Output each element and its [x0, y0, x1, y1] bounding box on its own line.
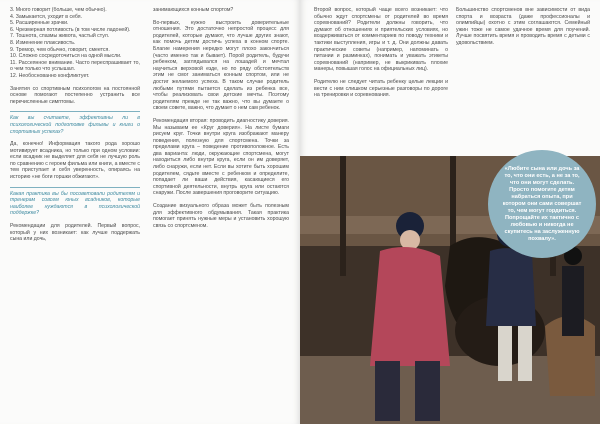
symptom-list-item: 9. Тремор, чем обычно, говорит, смеется.: [10, 46, 110, 53]
divider: [10, 111, 140, 112]
symptom-list-item: 3. Много говорит (больше, чем обычно).: [10, 7, 107, 13]
paragraph: Второй вопрос, который чаще всего возникает: что обычно ждут спортсмены от родителей во время соревнований? Родители должны говорить, что думают об отношениях и приятельских условиях, но воздерживаться от комментариев по поводу техники и тактики выступления, игры и т. д. Они должны давать практические советы (например, напоминать о питании и разминках), понимать и уважать этикеты соревнований (например, не выкрикивать плохие манеры, повышая голос на официальных лиц).: [314, 7, 448, 73]
symptom-list-item: 11. Рассеянное внимание. Часто переспрашивает то, о чем только что услышал.: [10, 59, 140, 73]
symptom-list-item: 6. Чрезмерная потливость (в том числе ладоней).: [10, 26, 131, 33]
pull-quote-badge: [488, 150, 596, 258]
left-column-2: [153, 7, 289, 419]
paragraph: Создание визуального образа может быть полезным для эффективного обдумывания. Такая практика помогает принять нужные меры и установить хорошую связь со спортсменом.: [153, 203, 289, 229]
right-column-2: [456, 7, 590, 87]
interview-question: Какая практика вы бы посоветовали родителям и тренерам совсем юных всадников, которые наиболее нуждаются в психологической поддержке?: [10, 190, 140, 217]
paragraph: Занятия со спортивным психологом на постоянной основе помогают постепенно устранить все перечисленные симптомы.: [10, 85, 140, 105]
paragraph: Рекомендация вторая: проводить диагностику доверия. Мы называем ее «Круг доверия». На листе бумаги рисуем круг. Точки внутри круга изображают манеру поведения, полезную для спортсмена. Точки за пределами круга – поведение противоположное. Есть два варианта: люди, окружающие спортсмена, могут находиться либо внутри круга, если он им доверяет, либо снаружи, если нет. Если вы хотите быть хорошим родителем, сядьте вместе с ребенком и определите, попадает ли ваши действия, касающиеся его спортивной деятельности, внутрь круга или остаются снаружи. После завершения проговорите ситуацию.: [153, 117, 289, 197]
symptom-list-item: 12. Необоснованно конфликтует.: [10, 72, 90, 79]
symptom-list-item: 10. Сложно сосредоточиться на одной мысли.: [10, 53, 122, 60]
paragraph: Рекомендации для родителей. Первый вопрос, который у них возникает: как лучше поддержать сына или дочь,: [10, 223, 140, 243]
symptom-list-item: 4. Замыкается, уходит в себя.: [10, 13, 83, 20]
right-column-1: [314, 7, 448, 157]
paragraph: Большинство спортсменов вне зависимости от вида спорта и возраста (даже профессионалы и олимпийцы) охотно с этим соглашаются. Семейный ужин тоже не самое удачное время для поучений. Лучше посвятить время и проводить время с детьми с удовольствием.: [456, 7, 590, 46]
paragraph: занимающихся конным спортом?: [153, 7, 234, 13]
interview-question: Как вы считаете, эффективны ли в психологической подготовке фильмы и книги о спортивных успехах?: [10, 115, 140, 135]
symptom-list-item: 7. Тошнота, спазмы живота, частый стул.: [10, 33, 110, 40]
paragraph: Во-первых, нужно выстроить доверительные отношения. Это достаточно непростой процесс для родителей, которые думают, что лучше других знают, как помочь детям достичь успеха в конном спорте. Благие намерения нередко могут плохо закончиться (часто именно так и бывает). Порой родитель, будучи ребенком, заглядывался на лошадей и мечтал научиться верховой езде, но по ряду обстоятельств этим не смог заниматься конным спортом, или не достиг желаемого успеха. В таком случае родитель любыми путями пытается сделать из ребенка все, чтобы реализовать свои детские мечты. Поэтому родителям прежде не так важно, что вы думаете о своем совете, важно, что думает о нем сам ребенок.: [153, 19, 289, 112]
symptom-list: [10, 7, 140, 80]
symptom-list-item: 8. Изменение плаксивость.: [10, 39, 76, 46]
paragraph: Да, конечно! Информация такого рода хорошо мотивирует всадника, но только при одном условии: если всадник не выделяет для себя не лучшую роль по сравнению с героем фильма или книги, а вместе с тем приступает и себя уверенность, опираясь на историю «не боги горшки обжигают».: [10, 141, 140, 181]
pull-quote: «Любите сына или дочь за то, что они есть, а не за то, что они могут сделать. Просто помогите детям набраться опыта, при котором они сами совершат то, чем могут гордиться. Попрощайте их тактично с любовью и никогда не скупитесь на заслуженную похвалу».: [502, 165, 582, 242]
divider: [10, 187, 140, 188]
paragraph: Родителю не следует читать ребенку целые лекции и вести с ним слишком серьезные разговоры по дороге на тренировки и соревнования.: [314, 78, 448, 99]
symptom-list-item: 5. Расширенные зрачки.: [10, 20, 69, 27]
left-column-1: [10, 7, 140, 419]
